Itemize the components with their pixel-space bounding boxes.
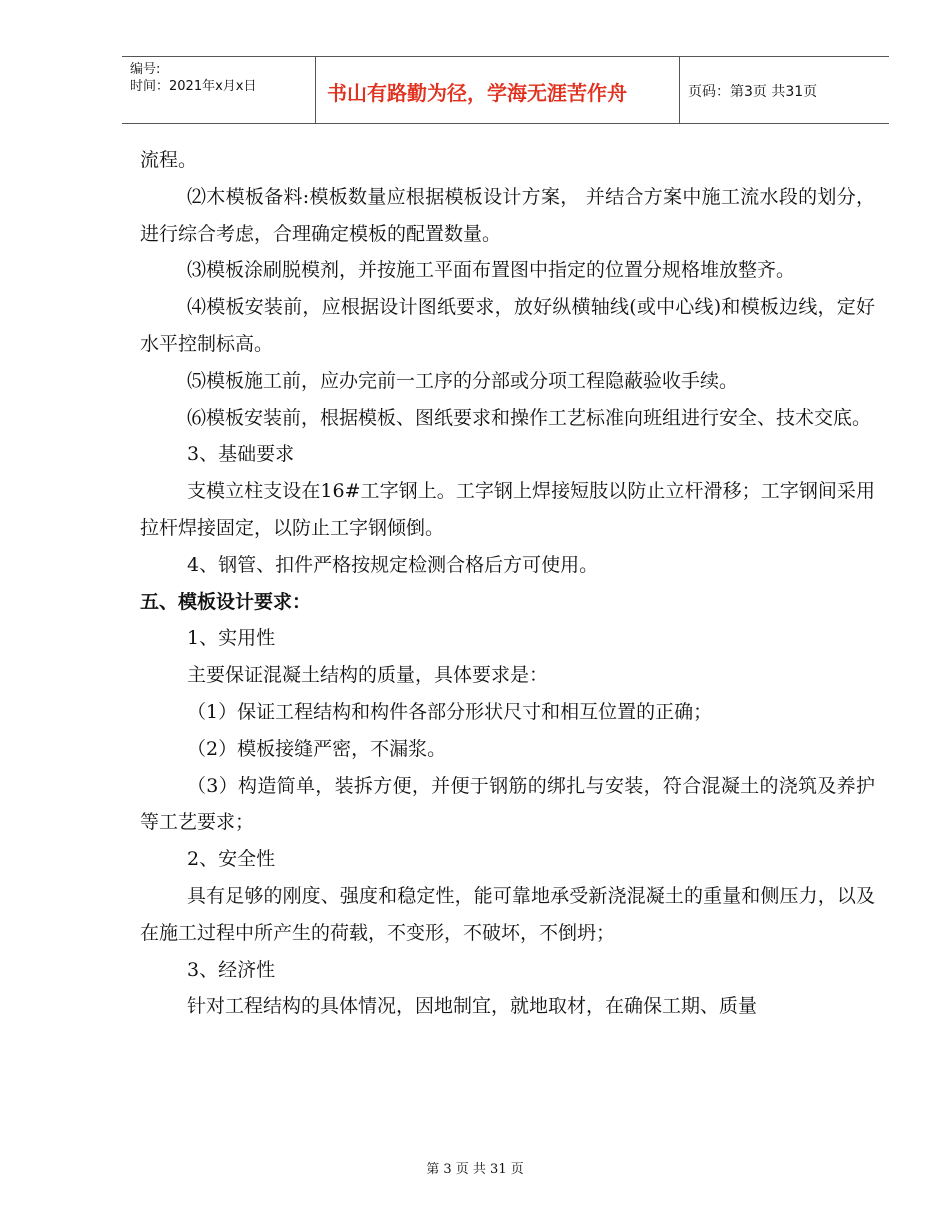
paragraph: （2）模板接缝严密，不漏浆。 (187, 737, 447, 760)
document-body (140, 142, 875, 1025)
paragraph: （3）构造简单，装拆方便，并便于钢筋的绑扎与安装，符合混凝土的浇筑及养护等工艺要求； (140, 774, 875, 834)
paragraph: 4、钢管、扣件严格按规定检测合格后方可使用。 (187, 553, 599, 576)
header-motto: 书山有路勤为径，学海无涯苦作舟 (327, 81, 627, 105)
paragraph: （1）保证工程结构和构件各部分形状尺寸和相互位置的正确； (187, 700, 713, 723)
paragraph: ⑵木模板备料:模板数量应根据模板设计方案， 并结合方案中施工流水段的划分，进行综合考虑，合理确定模板的配置数量。 (140, 185, 875, 245)
page-footer: 第 3 页 共 31 页 (426, 1162, 524, 1177)
paragraph: 支模立柱支设在16#工字钢上。工字钢上焊接短肢以防止立杆滑移；工字钢间采用拉杆焊接固定，以防止工字钢倾倒。 (140, 480, 875, 539)
paragraph: 针对工程结构的具体情况，因地制宜，就地取材，在确保工期、质量 (187, 995, 758, 1018)
paragraph: 2、安全性 (187, 848, 276, 871)
paragraph: 流程。 (140, 149, 198, 171)
header-divider (315, 57, 316, 123)
time-label: 时间：2021年x月x日 (130, 79, 257, 94)
paragraph: 3、经济性 (187, 958, 276, 981)
page-header (122, 56, 889, 124)
paragraph: ⑸模板施工前，应办完前一工序的分部或分项工程隐蔽验收手续。 (187, 369, 739, 392)
header-meta (130, 61, 256, 95)
paragraph: ⑶模板涂刷脱模剂，并按施工平面布置图中指定的位置分规格堆放整齐。 (187, 259, 796, 282)
header-page-info: 页码：第3页 共31页 (688, 84, 818, 100)
paragraph: ⑷模板安装前，应根据设计图纸要求，放好纵横轴线(或中心线)和模板边线，定好水平控制标高。 (140, 296, 875, 355)
header-divider (679, 57, 680, 123)
paragraph: ⑹模板安装前，根据模板、图纸要求和操作工艺标准向班组进行安全、技术交底。 (187, 406, 872, 429)
section-heading: 五、模板设计要求： (140, 590, 312, 613)
paragraph: 主要保证混凝土结构的质量，具体要求是： (187, 664, 549, 687)
paragraph: 具有足够的刚度、强度和稳定性，能可靠地承受新浇混凝土的重量和侧压力，以及在施工过程中所产生的荷载，不变形，不破坏，不倒坍； (140, 884, 875, 944)
paragraph: 3、基础要求 (187, 443, 295, 466)
code-label: 编号: (130, 62, 161, 77)
paragraph: 1、实用性 (187, 627, 276, 650)
